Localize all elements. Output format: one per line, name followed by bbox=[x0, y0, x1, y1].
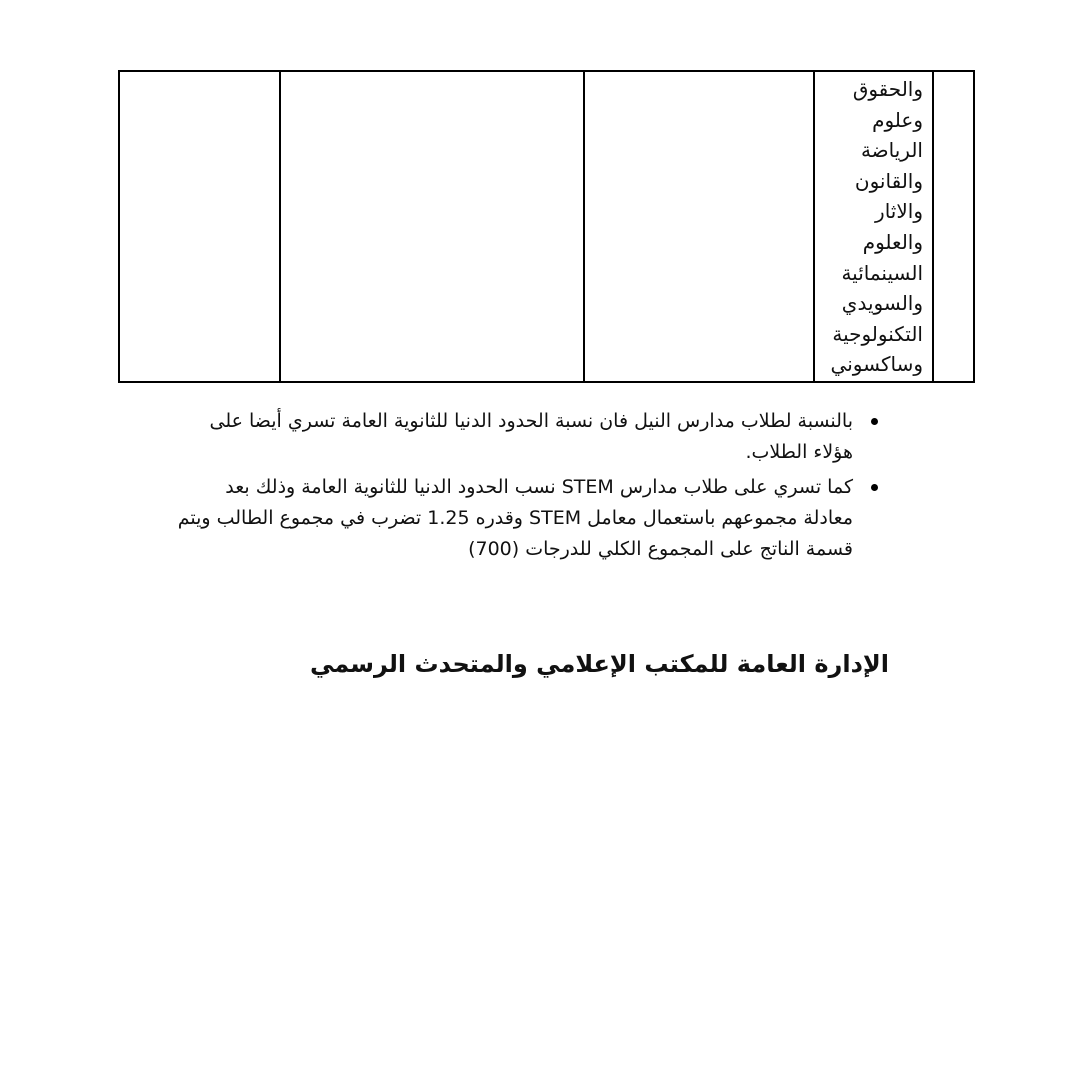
note-item bbox=[170, 472, 890, 565]
faculty-list-cell bbox=[814, 71, 933, 382]
faculty-item: الرياضة bbox=[860, 138, 923, 163]
bullet-icon bbox=[871, 484, 878, 491]
faculty-item: والعلوم bbox=[862, 229, 923, 254]
table-cell-empty bbox=[933, 71, 974, 382]
faculty-item: والسويدي bbox=[841, 291, 923, 316]
faculty-item: والقانون bbox=[854, 168, 923, 193]
table-cell-empty bbox=[584, 71, 814, 382]
department-heading: الإدارة العامة للمكتب الإعلامي والمتحدث الرسمي bbox=[310, 650, 889, 678]
faculty-item: وساكسوني bbox=[830, 352, 923, 377]
table-cell-empty bbox=[119, 71, 280, 382]
bullet-icon bbox=[871, 418, 878, 425]
faculty-item: والاثار bbox=[875, 199, 923, 224]
notes-list bbox=[170, 406, 890, 569]
note-text: بالنسبة لطلاب مدارس النيل فان نسبة الحدود الدنيا للثانوية العامة تسري أيضا على هؤلاء الطلاب. bbox=[209, 410, 853, 463]
table-row bbox=[119, 71, 974, 382]
faculty-item: السينمائية bbox=[841, 260, 923, 285]
faculty-item: وعلوم bbox=[872, 107, 923, 132]
faculty-item: التكنولوجية bbox=[832, 321, 923, 346]
note-text: كما تسري على طلاب مدارس STEM نسب الحدود الدنيا للثانوية العامة وذلك بعد معادلة مجموعهم باستعمال معامل STEM وقدره 1.25 تضرب في مجموع الطالب ويتم قسمة الناتج على المجموع الكلي للدرجات (700) bbox=[177, 476, 853, 560]
table-cell-empty bbox=[280, 71, 584, 382]
faculty-item: والحقوق bbox=[852, 77, 923, 101]
note-item bbox=[170, 406, 890, 468]
faculty-list bbox=[815, 72, 932, 380]
admissions-table bbox=[118, 70, 975, 383]
